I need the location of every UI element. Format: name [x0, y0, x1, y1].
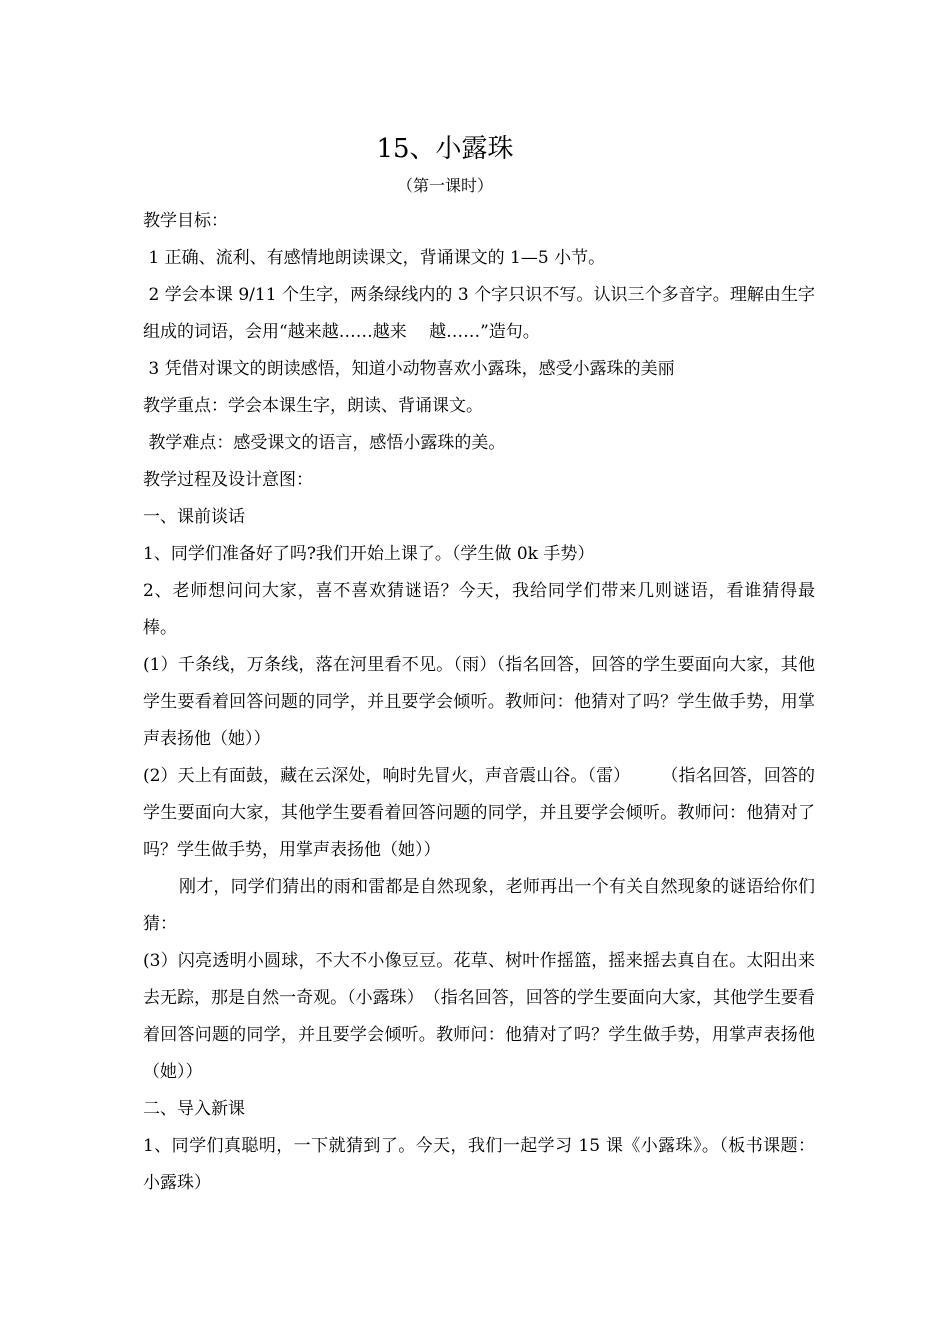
document-body — [143, 203, 815, 1202]
goal-item-1: 1 正确、流利、有感情地朗读课文，背诵课文的 1—5 小节。 — [143, 248, 606, 268]
difficult-points: 教学难点：感受课文的语言，感悟小露珠的美。 — [143, 433, 506, 453]
paragraph: 2、老师想问问大家，喜不喜欢猜谜语？今天，我给同学们带来几则谜语，看谁猜得最棒。 — [143, 581, 815, 638]
part-heading-2: 二、导入新课 — [143, 1099, 245, 1119]
key-points: 教学重点：学会本课生字，朗读、背诵课文。 — [143, 396, 483, 416]
riddle-2: (2）天上有面鼓，藏在云深处，响时先冒火，声音震山谷。（雷） （指名回答，回答的学生要面向大家，其他学生要看着回答问题的同学，并且要学会倾听。教师问：他猜对了吗？学生做手势，用掌声表扬他（她）） — [143, 766, 815, 860]
page-subtitle: （第一课时） — [396, 176, 493, 195]
goal-item-2: 2 学会本课 9/11 个生字，两条绿线内的 3 个字只识不写。认识三个多音字。理解由生字组成的词语，会用“越来越……越来 越……”造句。 — [143, 285, 815, 342]
paragraph: 刚才，同学们猜出的雨和雷都是自然现象，老师再出一个有关自然现象的谜语给你们猜： — [143, 877, 815, 934]
section-heading-goals: 教学目标： — [143, 211, 228, 231]
goal-item-3: 3 凭借对课文的朗读感悟，知道小动物喜欢小露珠，感受小露珠的美丽 — [143, 359, 675, 379]
page-title: 15、小露珠 — [376, 134, 514, 164]
riddle-3: (3）闪亮透明小圆球，不大不小像豆豆。花草、树叶作摇篮，摇来摇去真自在。太阳出来去无踪，那是自然一奇观。（小露珠） （指名回答，回答的学生要面向大家，其他学生要看着回答问题的同学，并且要学会倾听。教师问：他猜对了吗？学生做手势，用掌声表扬他（她）） — [143, 951, 815, 1082]
part-heading-1: 一、课前谈话 — [143, 507, 245, 527]
section-heading-process: 教学过程及设计意图： — [143, 470, 313, 490]
paragraph: 1、同学们准备好了吗?我们开始上课了。（学生做 0k 手势） — [143, 544, 595, 564]
riddle-1: (1）千条线，万条线，落在河里看不见。（雨）（指名回答，回答的学生要面向大家，其他学生要看着回答问题的同学，并且要学会倾听。教师问：他猜对了吗？学生做手势，用掌声表扬他（她）） — [143, 655, 815, 749]
paragraph: 1、同学们真聪明，一下就猜到了。今天，我们一起学习 15 课《小露珠》。（板书课题：小露珠） — [143, 1136, 815, 1193]
